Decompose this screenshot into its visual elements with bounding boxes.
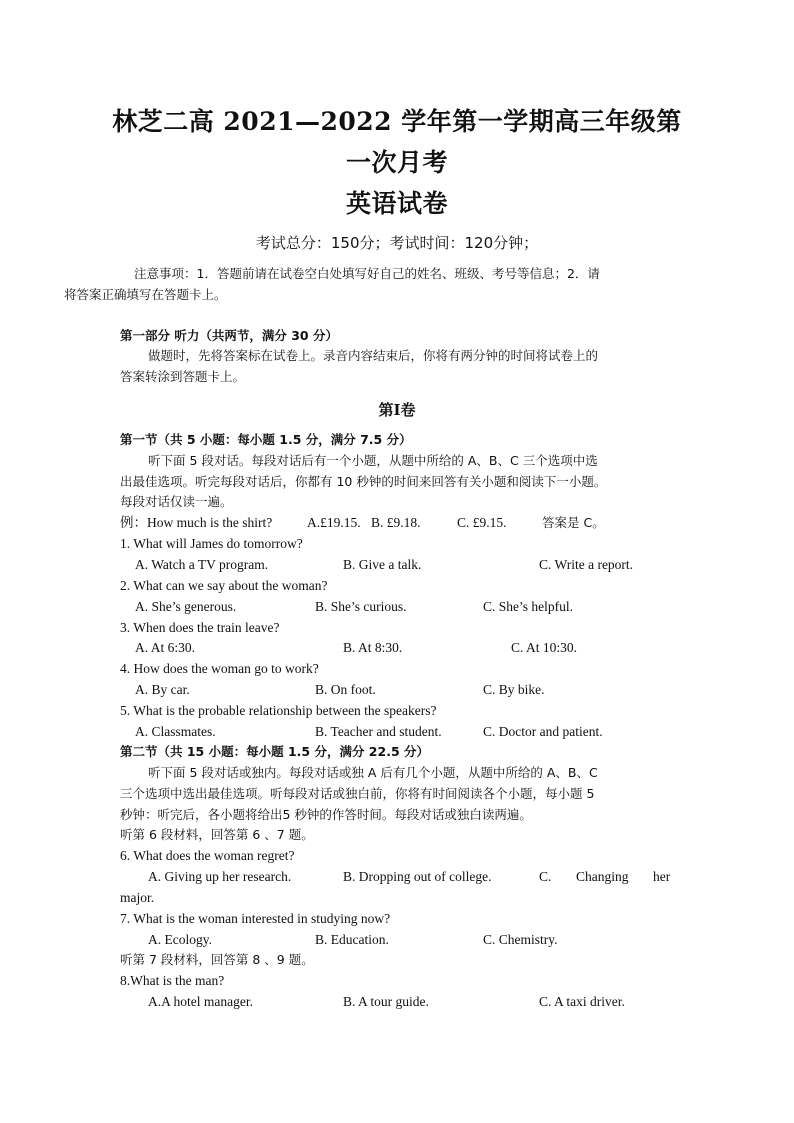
question-5-option-b: B. Teacher and student. — [315, 724, 442, 739]
question-8: 8.What is the man? — [120, 973, 225, 988]
question-6-option-c-word2: her — [653, 869, 671, 884]
question-7-option-b: B. Education. — [315, 932, 389, 947]
exam-title-line2: 一次月考 — [345, 148, 448, 177]
section1-instruction-3: 每段对话仅读一遍。 — [120, 494, 233, 509]
example-option-a: A.£19.15. — [307, 515, 361, 530]
question-5-option-a: A. Classmates. — [135, 724, 216, 739]
example-option-b: B. £9.18. — [371, 515, 421, 530]
section2-heading: 第二节（共 15 小题：每小题 1.5 分，满分 22.5 分） — [120, 744, 429, 759]
question-6-option-b: B. Dropping out of college. — [343, 869, 492, 884]
question-1-option-c: C. Write a report. — [539, 557, 634, 572]
part1-heading: 第一部分 听力（共两节，满分 30 分） — [120, 328, 338, 343]
material-6-label: 听第 6 段材料，回答第 6 、7 题。 — [120, 827, 314, 842]
question-2: 2. What can we say about the woman? — [120, 578, 328, 593]
example-option-c: C. £9.15. — [457, 515, 507, 530]
exam-subject-title: 英语试卷 — [345, 189, 448, 218]
question-6-option-c-letter: C. — [539, 869, 552, 884]
section1-instruction-2: 出最佳选项。听完每段对话后，你都有 10 秒钟的时间来回答有关小题和阅读下一小题。 — [120, 474, 607, 489]
question-5: 5. What is the probable relationship between the speakers? — [120, 703, 437, 718]
question-5-option-c: C. Doctor and patient. — [483, 724, 603, 739]
exam-title-line1: 林芝二高 2021—2022 学年第一学期高三年级第 — [112, 107, 682, 136]
question-3-option-b: B. At 8:30. — [343, 640, 403, 655]
question-2-option-a: A. She’s generous. — [135, 599, 237, 614]
question-4-option-c: C. By bike. — [483, 682, 545, 697]
example-answer: 答案是 C。 — [542, 515, 605, 530]
question-2-option-b: B. She’s curious. — [315, 599, 407, 614]
question-6-option-a: A. Giving up her research. — [148, 869, 292, 884]
question-8-option-a: A.A hotel manager. — [148, 994, 253, 1009]
notice-line-1: 注意事项：1．答题前请在试卷空白处填写好自己的姓名、班级、考号等信息；2．请 — [134, 266, 600, 281]
section2-instruction-2: 三个选项中选出最佳选项。听每段对话或独白前，你将有时间阅读各个小题，每小题 5 — [120, 786, 595, 801]
question-3-option-a: A. At 6:30. — [135, 640, 196, 655]
question-6: 6. What does the woman regret? — [120, 848, 295, 863]
part1-instruction-1: 做题时，先将答案标在试卷上。录音内容结束后，你将有两分钟的时间将试卷上的 — [148, 348, 599, 363]
question-7-option-a: A. Ecology. — [148, 932, 212, 947]
section2-instruction-1: 听下面 5 段对话或独内。每段对话或独 A 后有几个小题，从题中所给的 A、B、C — [148, 765, 598, 780]
question-6-option-c-word1: Changing — [576, 869, 629, 884]
question-3-option-c: C. At 10:30. — [511, 640, 578, 655]
question-8-option-c: C. A taxi driver. — [539, 994, 625, 1009]
question-6-option-c-continued: major. — [120, 890, 155, 905]
question-8-option-b: B. A tour guide. — [343, 994, 429, 1009]
volume-label: 第Ⅰ卷 — [378, 401, 416, 419]
question-1-option-a: A. Watch a TV program. — [135, 557, 269, 572]
question-1-option-b: B. Give a talk. — [343, 557, 422, 572]
question-4: 4. How does the woman go to work? — [120, 661, 319, 676]
section2-instruction-3: 秒钟：听完后，各小题将给出5 秒钟的作答时间。每段对话或独白读两遍。 — [120, 807, 532, 822]
question-7: 7. What is the woman interested in studying now? — [120, 911, 391, 926]
example-question: 例：How much is the shirt? — [120, 515, 273, 530]
exam-info: 考试总分：150分；考试时间：120分钟； — [255, 234, 539, 252]
part1-instruction-2: 答案转涂到答题卡上。 — [120, 369, 246, 384]
question-4-option-b: B. On foot. — [315, 682, 376, 697]
question-3: 3. When does the train leave? — [120, 620, 280, 635]
section1-heading: 第一节（共 5 小题：每小题 1.5 分，满分 7.5 分） — [120, 432, 412, 447]
section1-instruction-1: 听下面 5 段对话。每段对话后有一个小题，从题中所给的 A、B、C 三个选项中选 — [148, 453, 598, 468]
question-4-option-a: A. By car. — [135, 682, 190, 697]
question-7-option-c: C. Chemistry. — [483, 932, 558, 947]
material-7-label: 听第 7 段材料，回答第 8 、9 题。 — [120, 952, 314, 967]
question-1: 1. What will James do tomorrow? — [120, 536, 303, 551]
question-2-option-c: C. She’s helpful. — [483, 599, 573, 614]
notice-line-2: 将答案正确填写在答题卡上。 — [64, 287, 227, 302]
